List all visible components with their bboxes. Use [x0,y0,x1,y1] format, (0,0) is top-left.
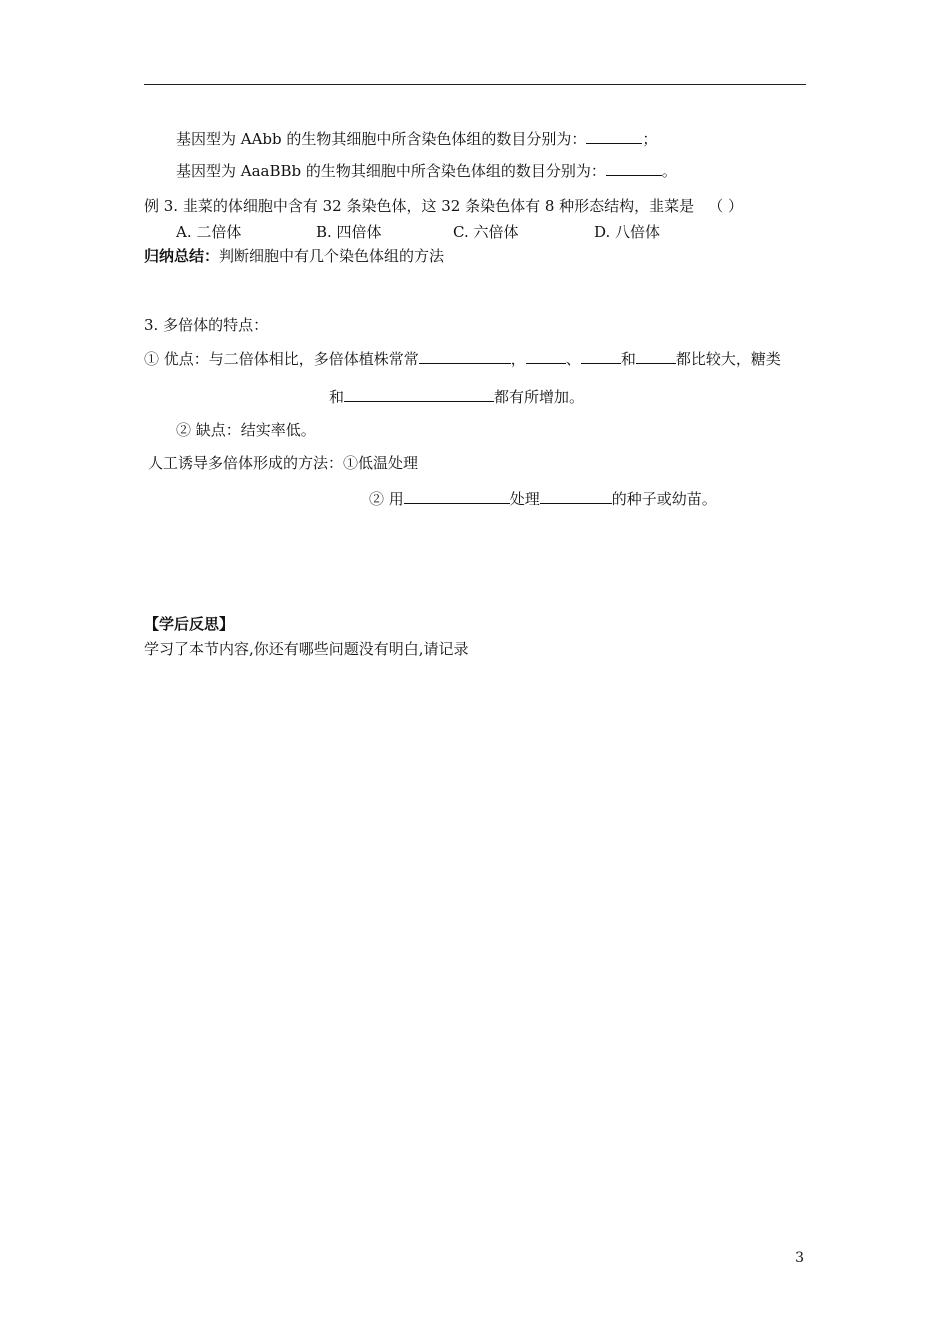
section-3-title: 3. 多倍体的特点： [144,316,269,334]
advantages-tail: 都比较大，糖类 [675,350,781,368]
induction-blank-stage[interactable] [540,488,612,504]
advantages-prefix: ① 优点：与二倍体相比，多倍体植株常常 [144,350,419,368]
advantage-blank-1[interactable] [419,348,511,364]
question-aaabbb [176,160,677,181]
induction-blank-agent[interactable] [404,488,510,504]
answer-blank-aabb[interactable] [586,128,642,144]
induction-line-2: ② 用 处理 的种子或幼苗。 [369,490,717,508]
answer-blank-aaabbb[interactable] [606,160,662,176]
example-3-stem [144,196,743,216]
question-aabb [176,128,657,149]
induction-prefix: 人工诱导多倍体形成的方法： [148,454,344,472]
induction-line-1 [148,453,418,473]
example-3-option-c: C. 六倍体 [453,223,519,241]
page-number: 3 [795,1250,804,1266]
header-rule [144,84,806,85]
question-aaabbb-text: 基因型为 AaaBBb 的生物其细胞中所含染色体组的数目分别为： [176,162,606,180]
reflection-title: 【学后反思】 [144,615,235,633]
advantages-line-2: 和 都有所增加。 [329,388,585,406]
advantages-line: ① 优点：与二倍体相比，多倍体植株常常 ， 、 和 都比较大，糖类 [144,350,781,368]
question-aabb-tail: ； [642,130,658,148]
summary-text: 判断细胞中有几个染色体组的方法 [219,247,445,265]
disadvantages-line: ② 缺点：结实率低。 [176,421,316,439]
advantage-blank-3[interactable] [581,348,621,364]
example-3-text: 例 3. 韭菜的体细胞中含有 32 条染色体，这 32 条染色体有 8 种形态结构，韭菜是 [144,197,695,215]
advantage-blank-2[interactable] [526,348,566,364]
advantage-blank-5[interactable] [344,386,494,402]
example-3-option-b: B. 四倍体 [316,223,382,241]
advantage-blank-4[interactable] [636,348,676,364]
example-3-answer-paren[interactable]: （ ） [708,197,743,215]
example-3-option-a: A. 二倍体 [176,223,242,241]
summary-label: 归纳总结： [144,247,220,265]
summary [144,246,444,266]
question-aaabbb-tail: 。 [661,162,677,180]
example-3-option-d: D. 八倍体 [594,223,661,241]
reflection-text: 学习了本节内容,你还有哪些问题没有明白,请记录 [144,640,469,658]
induction-method-1: ①低温处理 [343,454,419,472]
question-aabb-text: 基因型为 AAbb 的生物其细胞中所含染色体组的数目分别为： [176,130,587,148]
